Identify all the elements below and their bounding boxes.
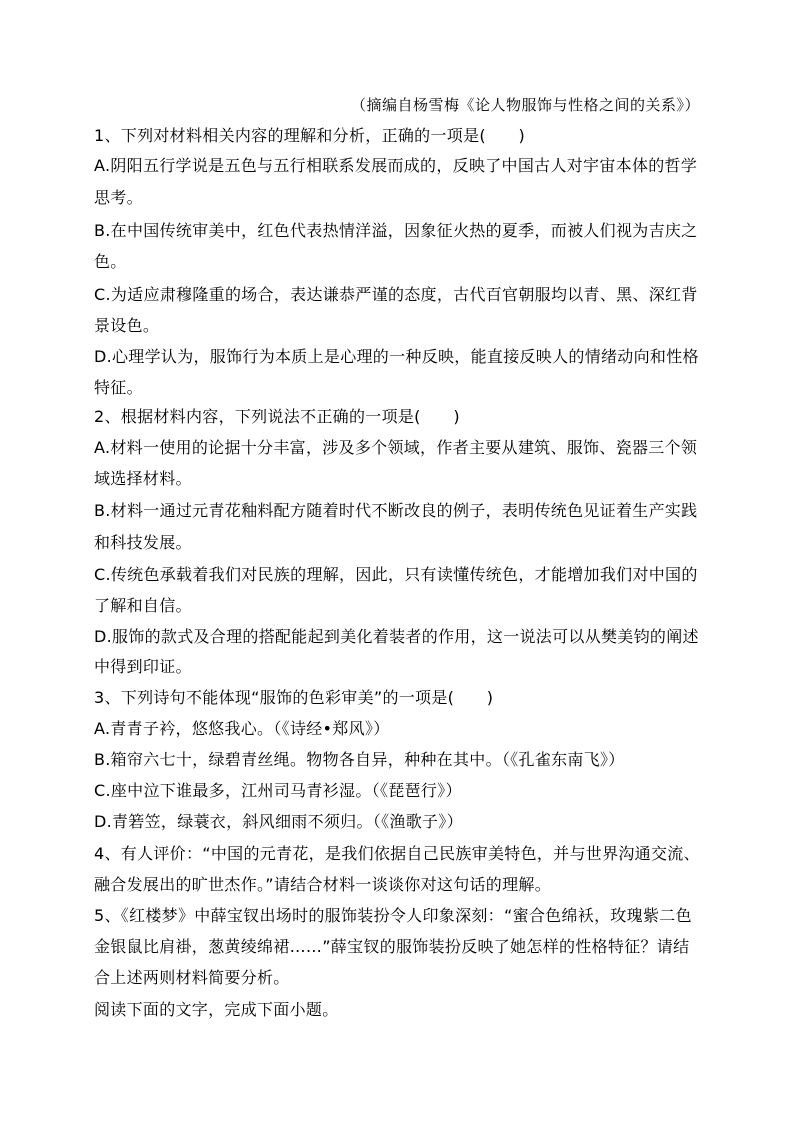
question-1-option-d-cont: 特征。 <box>94 378 143 397</box>
question-1-option-b: B.在中国传统审美中，红色代表热情洋溢，因象征火热的夏季，而被人们视为吉庆之 <box>94 221 698 240</box>
question-2-option-d: D.服饰的款式及合理的搭配能起到美化着装者的作用，这一说法可以从樊美钧的阐述 <box>94 627 699 646</box>
question-2-option-c-cont: 了解和自信。 <box>94 596 192 615</box>
question-4-text-cont: 融合发展出的旷世杰作。”请结合材料一谈谈你对这句话的理解。 <box>94 875 551 894</box>
question-2-option-a: A.材料一使用的论据十分丰富，涉及多个领域，作者主要从建筑、服饰、瓷器三个领 <box>94 438 698 457</box>
question-2-stem: 2、根据材料内容，下列说法不正确的一项是( ) <box>94 407 460 426</box>
question-2-option-b: B.材料一通过元青花釉料配方随着时代不断改良的例子，表明传统色见证着生产实践 <box>94 501 698 520</box>
question-1-option-c: C.为适应肃穆隆重的场合，表达谦恭严谨的态度，古代百官朝服均以青、黑、深红背 <box>94 285 698 304</box>
question-5-text-cont: 金银鼠比肩褂，葱黄绫绵裙……”薛宝钗的服饰装扮反映了她怎样的性格特征？请结 <box>94 937 690 956</box>
question-1-option-d: D.心理学认为，服饰行为本质上是心理的一种反映，能直接反映人的情绪动向和性格 <box>94 347 699 366</box>
question-3-option-d: D.青箬笠，绿蓑衣，斜风细雨不须归。（《渔歌子》） <box>94 812 463 831</box>
question-2-option-a-cont: 域选择材料。 <box>94 469 192 488</box>
question-3-option-a: A.青青子衿，悠悠我心。（《诗经•郑风》） <box>94 719 390 738</box>
question-1-option-c-cont: 景设色。 <box>94 316 160 335</box>
question-2-option-c: C.传统色承载着我们对民族的理解，因此，只有读懂传统色，才能增加我们对中国的 <box>94 565 698 584</box>
question-3-option-b: B.箱帘六七十，绿碧青丝绳。物物各自异，种种在其中。（《孔雀东南飞》） <box>94 750 625 769</box>
question-1-option-b-cont: 色。 <box>94 252 127 271</box>
source-citation: （摘编自杨雪梅《论人物服饰与性格之间的关系》） <box>350 96 700 114</box>
question-3-stem: 3、下列诗句不能体现“服饰的色彩审美”的一项是( ) <box>94 688 494 707</box>
question-2-option-b-cont: 和科技发展。 <box>94 533 192 552</box>
question-1-option-a-cont: 思考。 <box>94 188 143 207</box>
question-2-option-d-cont: 中得到印证。 <box>94 657 192 676</box>
reading-instruction: 阅读下面的文字，完成下面小题。 <box>94 1000 339 1019</box>
question-4-text: 4、有人评价：“中国的元青花，是我们依据自己民族审美特色，并与世界沟通交流、 <box>94 844 700 863</box>
question-1-stem: 1、下列对材料相关内容的理解和分析，正确的一项是( ) <box>94 126 526 145</box>
question-5-text: 5、《红楼梦》中薛宝钗出场时的服饰装扮令人印象深刻：“蜜合色绵袄，玫瑰紫二色 <box>94 906 692 925</box>
question-3-option-c: C.座中泣下谁最多，江州司马青衫湿。（《琵琶行》） <box>94 781 462 800</box>
question-5-text-cont-2: 合上述两则材料简要分析。 <box>94 968 290 987</box>
question-1-option-a: A.阴阳五行学说是五色与五行相联系发展而成的，反映了中国古人对宇宙本体的哲学 <box>94 156 698 175</box>
